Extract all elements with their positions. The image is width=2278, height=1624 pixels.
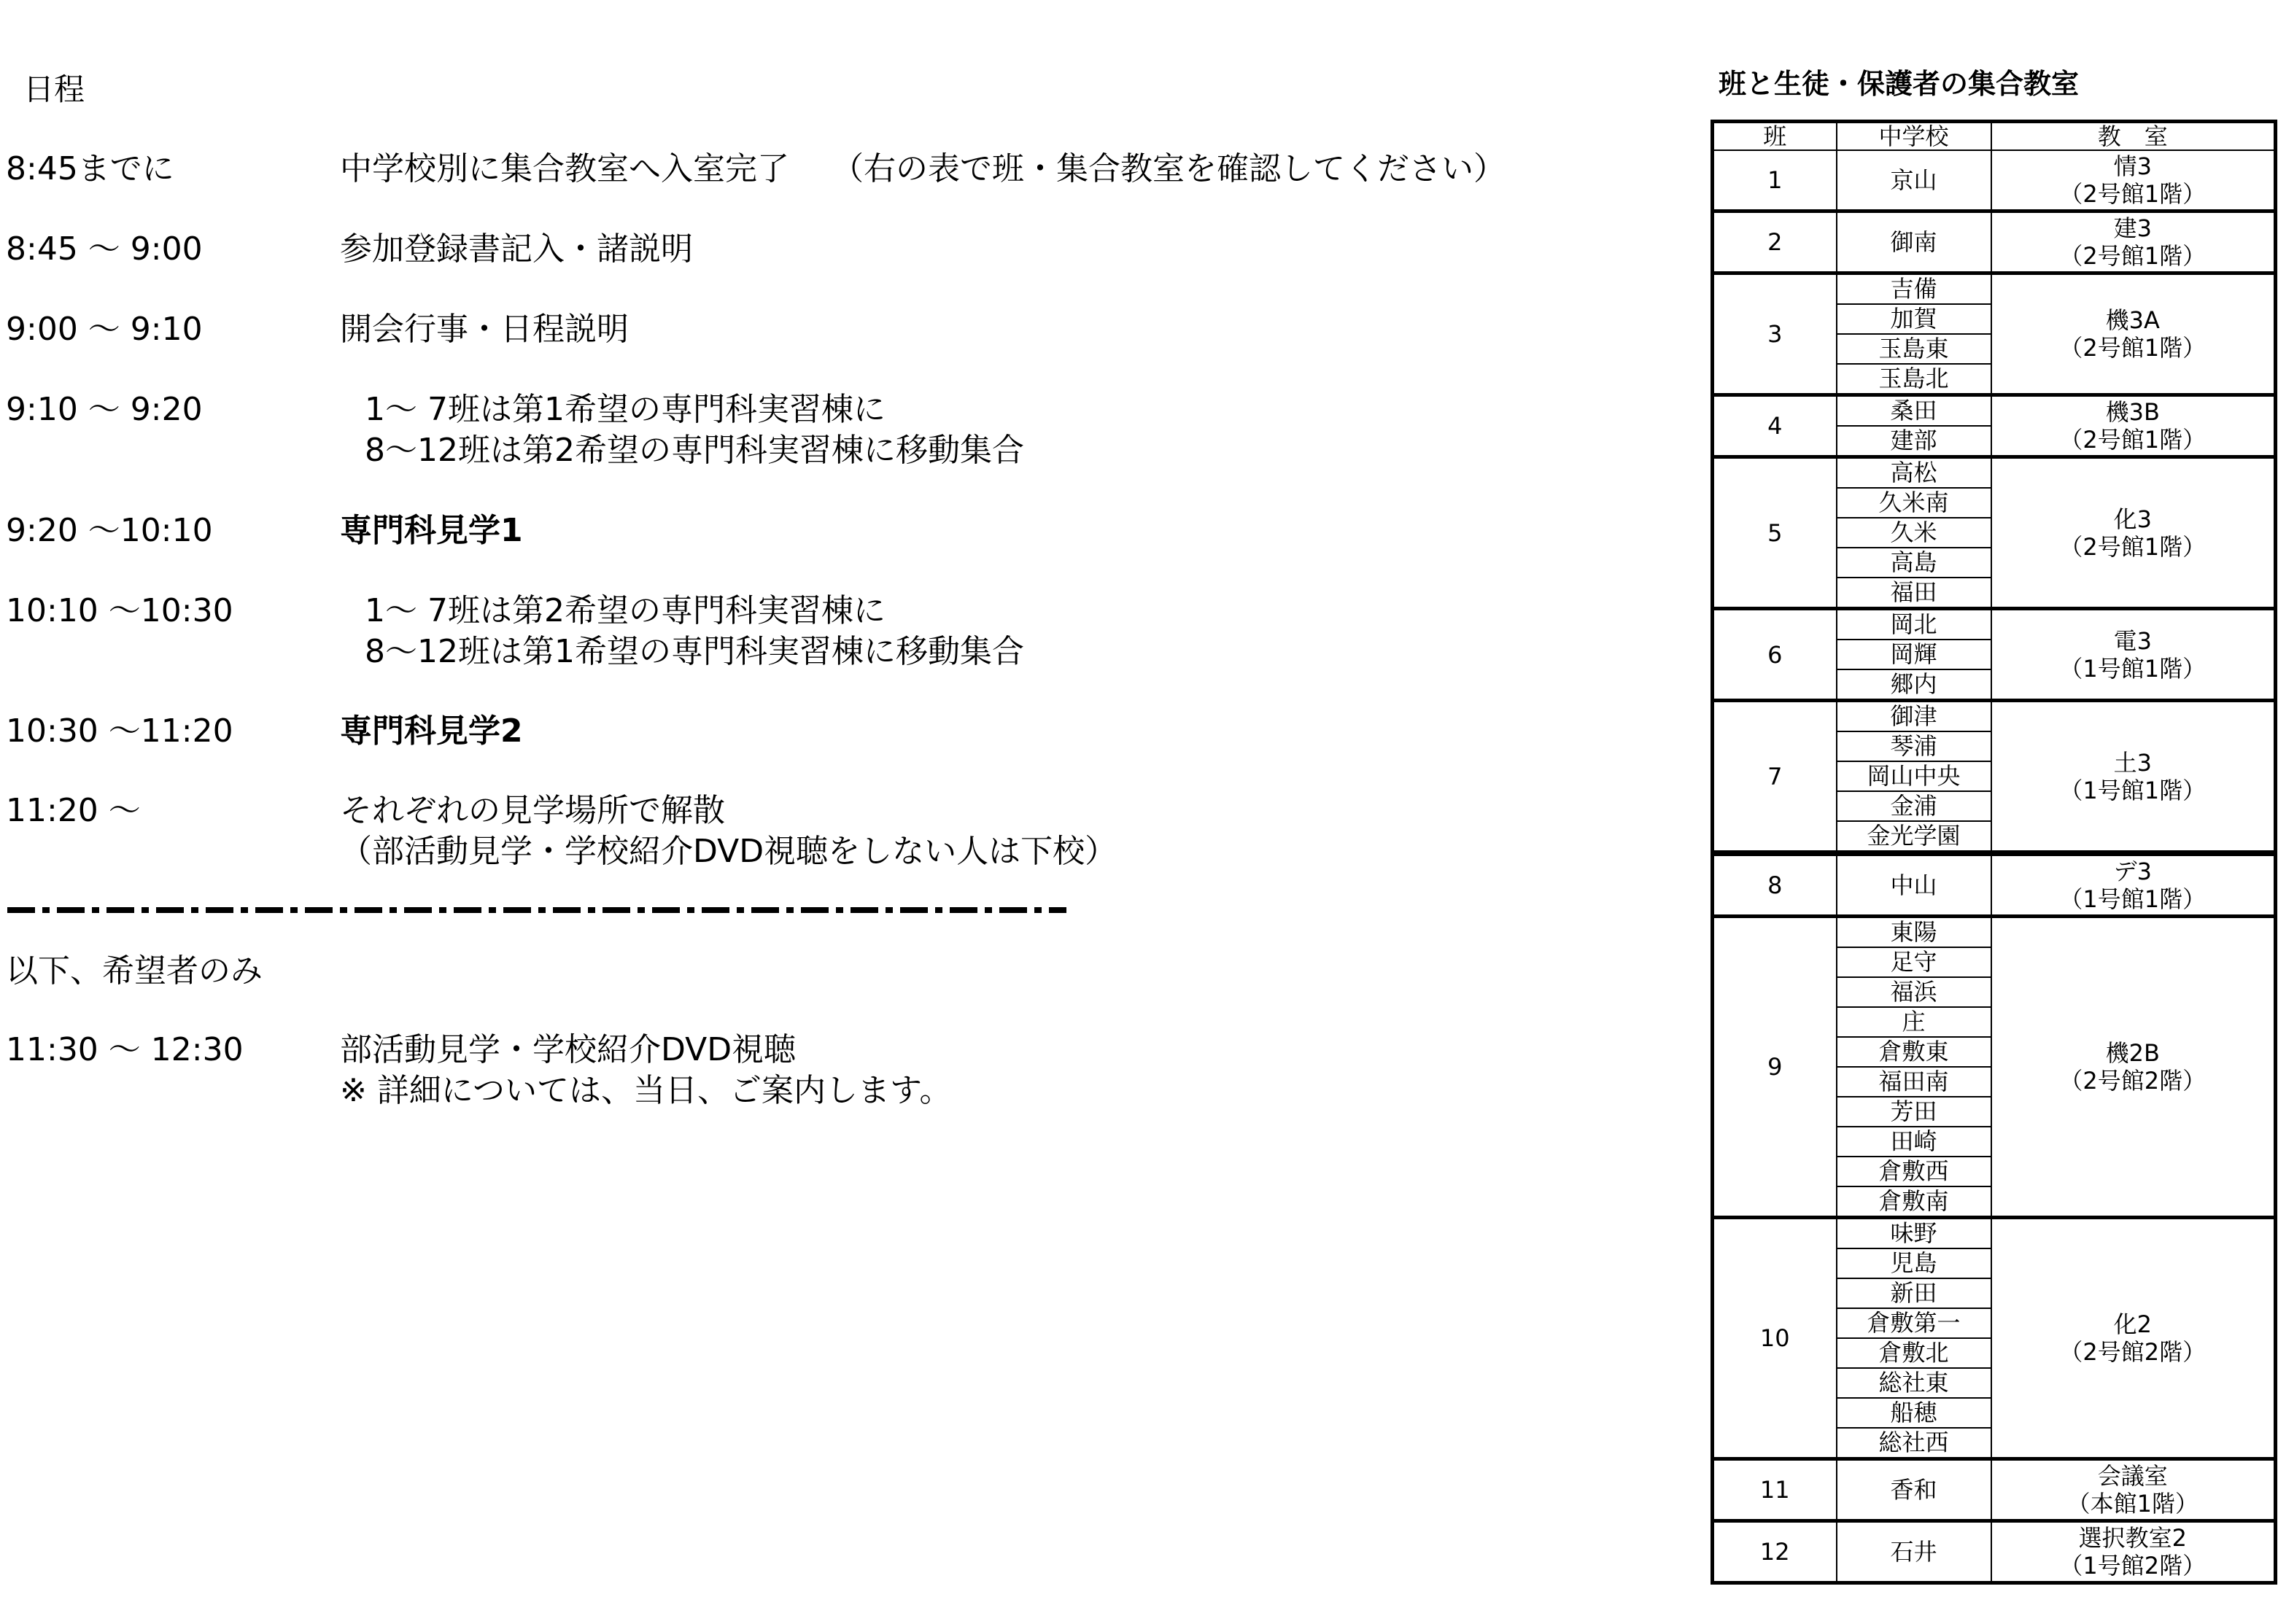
room-cell [1991, 273, 2276, 395]
schedule-time: 11:20 ～ [6, 792, 141, 829]
school-name: 芳田 [1837, 1097, 1991, 1127]
group-number: 12 [1713, 1521, 1837, 1583]
school-name: 福浜 [1837, 977, 1991, 1007]
school-name: 児島 [1837, 1248, 1991, 1278]
school-name: 桑田 [1837, 395, 1991, 427]
school-name: 石井 [1837, 1521, 1991, 1583]
schedule-desc: 専門科見学1 [340, 512, 523, 549]
schedule-desc-line2: （部活動見学・学校紹介DVD視聴をしない人は下校） [340, 833, 1117, 870]
schedule-desc: 1～ 7班は第2希望の専門科実習棟に [365, 592, 886, 629]
schedule-desc-line2: 8～12班は第1希望の専門科実習棟に移動集合 [365, 633, 1024, 670]
table-header-row [1713, 122, 2276, 151]
table-row [1713, 150, 2276, 211]
room-name: 電3 [2113, 626, 2152, 655]
room-cell [1991, 853, 2276, 917]
room-name: 化2 [2113, 1310, 2152, 1338]
schedule-desc: 開会行事・日程説明 [340, 311, 629, 348]
room-name: 会議室 [2097, 1462, 2168, 1490]
table-row [1713, 1521, 2276, 1583]
room-location: （2号館2階） [2059, 1067, 2207, 1095]
header-room: 教 室 [1991, 122, 2276, 151]
schedule-time: 10:10 ～10:30 [6, 592, 233, 629]
table-row [1713, 1218, 2276, 1249]
schedule-time: 9:10 ～ 9:20 [6, 391, 203, 428]
room-location: （本館1階） [2066, 1490, 2198, 1518]
school-name: 久米南 [1837, 488, 1991, 518]
school-name: 倉敷南 [1837, 1186, 1991, 1218]
room-location: （1号館1階） [2059, 776, 2207, 804]
group-number: 5 [1713, 457, 1837, 609]
schedule-desc: 部活動見学・学校紹介DVD視聴 [340, 1031, 797, 1068]
school-name: 岡山中央 [1837, 761, 1991, 791]
group-number: 7 [1713, 701, 1837, 854]
school-name: 琴浦 [1837, 731, 1991, 761]
school-name: 加賀 [1837, 304, 1991, 334]
schedule-desc: 専門科見学2 [340, 712, 523, 750]
table-row [1713, 395, 2276, 427]
school-name: 中山 [1837, 853, 1991, 917]
room-name: 情3 [2113, 152, 2152, 180]
room-name: デ3 [2113, 858, 2152, 885]
school-name: 倉敷西 [1837, 1157, 1991, 1186]
room-name: 化3 [2113, 505, 2152, 533]
school-name: 京山 [1837, 150, 1991, 211]
header-group: 班 [1713, 122, 1837, 151]
room-name: 土3 [2113, 748, 2152, 777]
room-cell [1991, 1459, 2276, 1521]
room-cell [1991, 917, 2276, 1218]
school-name: 倉敷第一 [1837, 1308, 1991, 1338]
table-row [1713, 457, 2276, 489]
group-number: 10 [1713, 1218, 1837, 1459]
room-location: （2号館1階） [2059, 532, 2207, 561]
table-row [1713, 273, 2276, 305]
school-name: 東陽 [1837, 917, 1991, 948]
room-name: 建3 [2113, 214, 2152, 242]
school-name: 倉敷北 [1837, 1338, 1991, 1368]
school-name: 御南 [1837, 211, 1991, 273]
room-location: （1号館2階） [2059, 1552, 2207, 1580]
room-name: 機3A [2105, 306, 2160, 334]
school-name: 郷内 [1837, 669, 1991, 701]
group-number: 8 [1713, 853, 1837, 917]
room-location: （1号館1階） [2059, 885, 2207, 913]
school-name: 金浦 [1837, 791, 1991, 821]
room-cell [1991, 150, 2276, 211]
table-row [1713, 211, 2276, 273]
optional-label: 以下、希望者のみ [6, 952, 263, 990]
group-number: 6 [1713, 609, 1837, 701]
school-name: 新田 [1837, 1278, 1991, 1308]
school-name: 味野 [1837, 1218, 1991, 1249]
school-name: 福田南 [1837, 1067, 1991, 1097]
table-row [1713, 701, 2276, 732]
groups-table [1711, 120, 2277, 1585]
school-name: 足守 [1837, 947, 1991, 977]
room-name: 選択教室2 [2078, 1524, 2187, 1552]
school-name: 久米 [1837, 518, 1991, 548]
room-cell [1991, 609, 2276, 701]
school-name: 玉島東 [1837, 334, 1991, 364]
schedule-desc: 1～ 7班は第1希望の専門科実習棟に [365, 391, 886, 428]
group-number: 1 [1713, 150, 1837, 211]
table-row [1713, 853, 2276, 917]
schedule-desc: 中学校別に集合教室へ入室完了 （右の表で班・集合教室を確認してください） [340, 150, 1506, 187]
school-name: 高島 [1837, 548, 1991, 578]
table-row [1713, 917, 2276, 948]
school-name: 岡輝 [1837, 640, 1991, 669]
room-cell [1991, 211, 2276, 273]
room-location: （2号館1階） [2059, 242, 2207, 270]
room-cell [1991, 1218, 2276, 1459]
room-name: 機3B [2105, 398, 2160, 426]
table-row [1713, 1459, 2276, 1521]
group-number: 3 [1713, 273, 1837, 395]
school-name: 金光学園 [1837, 821, 1991, 853]
table-row [1713, 609, 2276, 640]
school-name: 福田 [1837, 578, 1991, 609]
school-name: 岡北 [1837, 609, 1991, 640]
school-name: 御津 [1837, 701, 1991, 732]
schedule-time: 10:30 ～11:20 [6, 712, 233, 750]
group-number: 2 [1713, 211, 1837, 273]
room-location: （1号館1階） [2059, 654, 2207, 683]
schedule-desc: 参加登録書記入・諸説明 [340, 230, 693, 268]
schedule-time: 8:45までに [6, 150, 174, 187]
group-number: 4 [1713, 395, 1837, 457]
schedule-time: 11:30 ～ 12:30 [6, 1031, 244, 1068]
schedule-time: 9:00 ～ 9:10 [6, 311, 203, 348]
schedule-desc-line2: ※ 詳細については、当日、ご案内します。 [340, 1072, 952, 1109]
room-cell [1991, 701, 2276, 854]
school-name: 高松 [1837, 457, 1991, 489]
dash-dot-divider [7, 907, 1066, 913]
room-location: （2号館1階） [2059, 180, 2207, 208]
schedule-desc: それぞれの見学場所で解散 [340, 792, 725, 829]
room-location: （2号館2階） [2059, 1338, 2207, 1366]
school-name: 総社西 [1837, 1428, 1991, 1459]
school-name: 吉備 [1837, 273, 1991, 305]
room-cell [1991, 395, 2276, 457]
room-cell [1991, 1521, 2276, 1583]
school-name: 香和 [1837, 1459, 1991, 1521]
school-name: 船穂 [1837, 1398, 1991, 1428]
schedule-time: 8:45 ～ 9:00 [6, 230, 203, 268]
room-location: （2号館1階） [2059, 426, 2207, 454]
school-name: 建部 [1837, 426, 1991, 457]
group-number: 9 [1713, 917, 1837, 1218]
groups-table-title: 班と生徒・保護者の集合教室 [1719, 68, 2080, 100]
school-name: 庄 [1837, 1007, 1991, 1037]
school-name: 倉敷東 [1837, 1037, 1991, 1067]
schedule-title: 日程 [23, 71, 85, 107]
schedule-desc-line2: 8～12班は第2希望の専門科実習棟に移動集合 [365, 432, 1024, 469]
groups-table-body [1713, 150, 2276, 1583]
header-school: 中学校 [1837, 122, 1991, 151]
room-location: （2号館1階） [2059, 334, 2207, 362]
group-number: 11 [1713, 1459, 1837, 1521]
school-name: 総社東 [1837, 1368, 1991, 1398]
room-name: 機2B [2105, 1039, 2160, 1067]
school-name: 田崎 [1837, 1127, 1991, 1157]
room-cell [1991, 457, 2276, 609]
schedule-time: 9:20 ～10:10 [6, 512, 213, 549]
school-name: 玉島北 [1837, 364, 1991, 395]
